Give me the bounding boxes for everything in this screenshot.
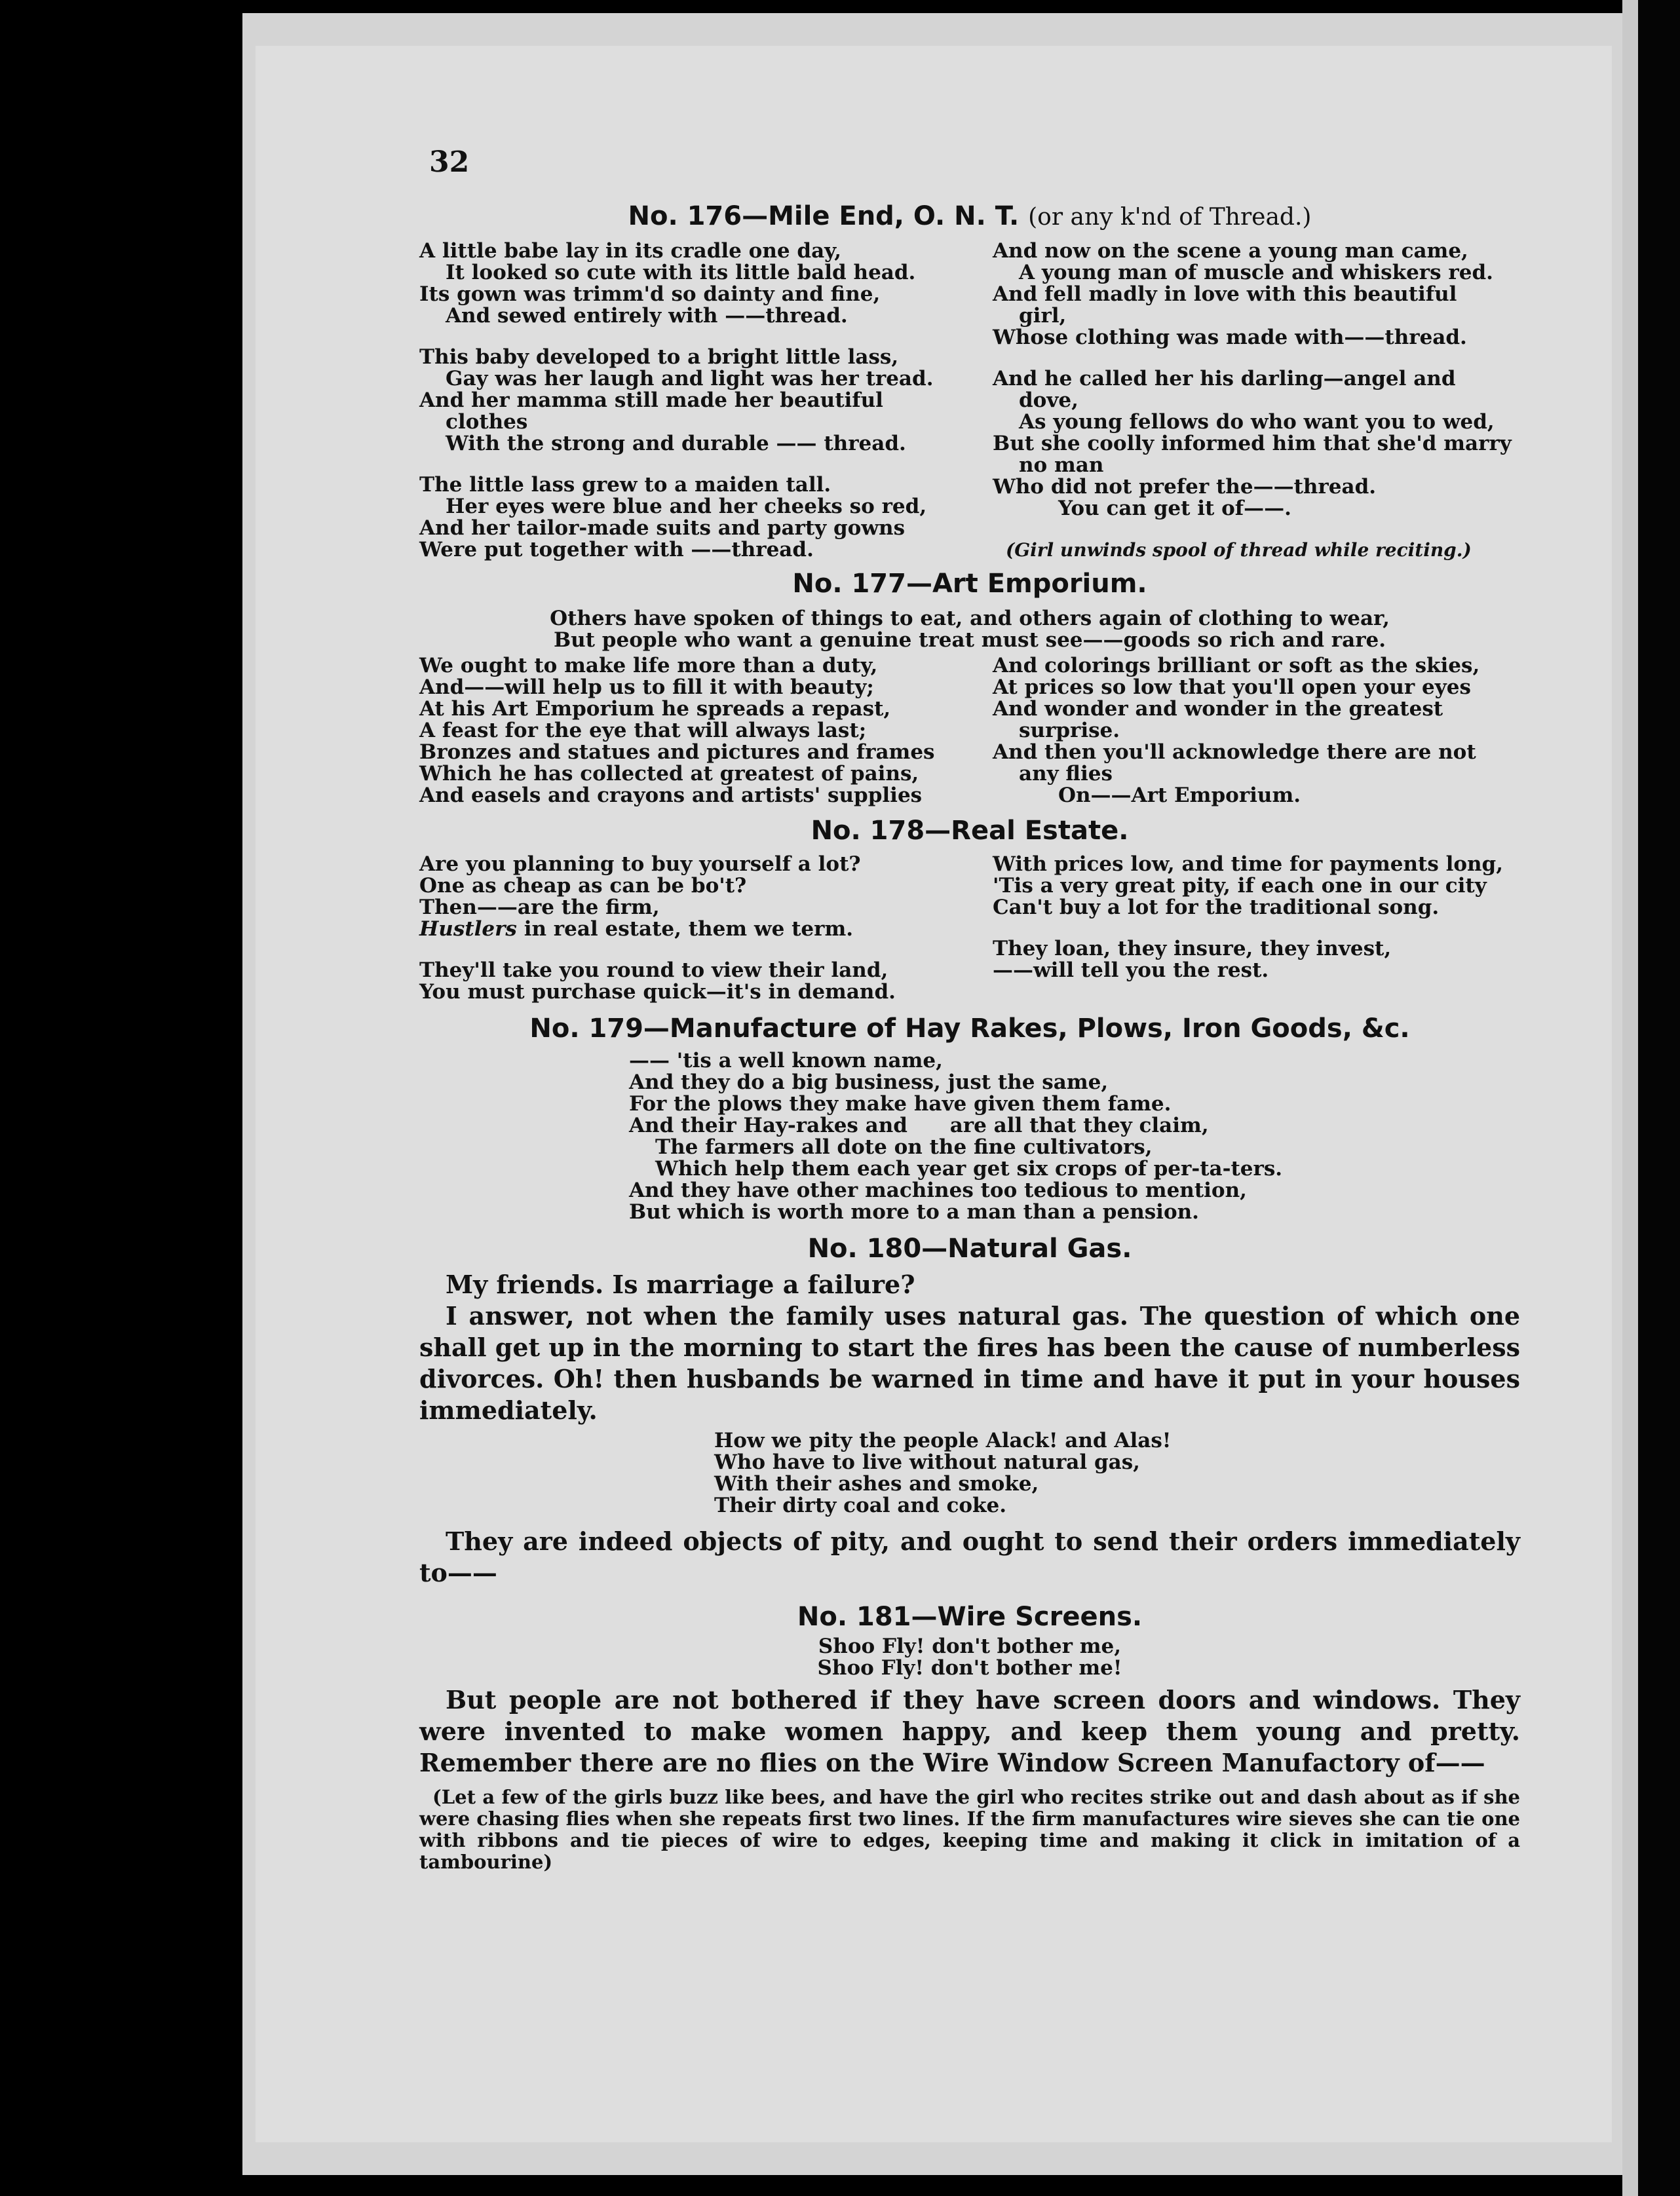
verse-line: And he called her his darling—angel and — [993, 367, 1456, 390]
section-180-closing: They are indeed objects of pity, and ought to send their orders immediately to—— — [419, 1526, 1520, 1587]
verse-line: You can get it of——. — [1058, 497, 1291, 520]
section-176-left — [419, 240, 947, 561]
verse-line: Their dirty coal and coke. — [714, 1494, 1006, 1517]
verse-line: And——will help us to fill it with beauty; — [419, 675, 874, 699]
verse-line: Which help them each year get six crops of per-ta-ters. — [655, 1157, 1283, 1181]
section-176-subtitle: (or any k'nd of Thread.) — [1028, 204, 1312, 231]
verse-line: Then——are the firm, — [419, 896, 660, 919]
verse-line: And fell madly in love with this beautiful — [993, 282, 1457, 306]
scan-border — [1638, 0, 1680, 2196]
stage-direction: (Girl unwinds spool of thread while reciting.) — [1006, 539, 1472, 561]
verse-line: As young fellows do who want you to wed, — [1019, 410, 1495, 434]
verse-line: Her eyes were blue and her cheeks so red, — [446, 495, 927, 518]
verse-line: We ought to make life more than a duty, — [419, 654, 878, 677]
verse-line: The little lass grew to a maiden tall. — [419, 473, 831, 497]
page-edge — [1622, 0, 1638, 2196]
verse-line: At prices so low that you'll open your eyes — [993, 675, 1471, 699]
verse-line: Were put together with ——thread. — [419, 538, 814, 561]
verse-line: girl, — [1019, 304, 1067, 328]
verse-line: The farmers all dote on the fine cultivators, — [655, 1135, 1153, 1159]
section-176-heading — [419, 200, 1520, 234]
section-181-verse — [419, 1636, 1520, 1679]
verse-line: no man — [1019, 453, 1104, 477]
verse-line: Others have spoken of things to eat, and others again of clothing to wear, — [550, 607, 1390, 630]
verse-line: With their ashes and smoke, — [714, 1472, 1039, 1496]
section-180-paragraph: I answer, not when the family uses natural gas. The question of which one shall get up in the morning to start the fires has been the cause of numberless divorces. Oh! then husbands be warned in time and have it put in your houses immediately. — [419, 1301, 1520, 1425]
section-180-opening: My friends. Is marriage a failure? — [446, 1270, 915, 1299]
verse-line: One as cheap as can be bo't? — [419, 874, 747, 898]
verse-line: It looked so cute with its little bald head. — [446, 261, 916, 284]
verse-line: Shoo Fly! don't bother me! — [817, 1656, 1122, 1680]
emphasis-word: Hustlers — [419, 917, 517, 941]
section-178-left — [419, 854, 947, 1003]
section-176-right — [993, 240, 1520, 561]
verse-line: A young man of muscle and whiskers red. — [1019, 261, 1493, 284]
section-176-title: No. 176—Mile End, O. N. T. — [628, 201, 1020, 231]
verse-line: But which is worth more to a man than a pension. — [629, 1200, 1199, 1224]
section-178-right — [993, 854, 1520, 1003]
section-180-verse — [419, 1430, 1520, 1517]
verse-line: any flies — [1019, 762, 1113, 786]
verse-line: And then you'll acknowledge there are not — [993, 740, 1476, 764]
verse-line: And sewed entirely with ——thread. — [446, 304, 848, 328]
verse-line: And her tailor-made suits and party gowns — [419, 516, 906, 540]
verse-line: On——Art Emporium. — [1058, 784, 1301, 807]
section-181-heading: No. 181—Wire Screens. — [797, 1602, 1143, 1632]
verse-line: But people who want a genuine treat must see——goods so rich and rare. — [553, 628, 1386, 652]
section-181-paragraph: But people are not bothered if they have screen doors and windows. They were invented to make women happy, and keep them young and pretty. Remember there are no flies on the Wire Window Screen Manufactory of—— — [419, 1685, 1520, 1777]
verse-line-rest: in real estate, them we term. — [524, 917, 854, 941]
verse-line: dove, — [1019, 388, 1079, 412]
verse-line: This baby developed to a bright little lass, — [419, 345, 899, 369]
verse-line: And her mamma still made her beautiful — [419, 388, 883, 412]
verse-line: Gay was her laugh and light was her tread. — [446, 367, 934, 390]
verse-line: Who did not prefer the——thread. — [993, 475, 1377, 499]
verse-line: How we pity the people Alack! and Alas! — [714, 1429, 1172, 1452]
section-179-heading: No. 179—Manufacture of Hay Rakes, Plows, Iron Goods, &c. — [529, 1013, 1410, 1044]
verse-line: 'Tis a very great pity, if each one in our city — [993, 874, 1487, 898]
verse-line: Which he has collected at greatest of pains, — [419, 762, 919, 786]
verse-line: Whose clothing was made with——thread. — [993, 326, 1467, 349]
verse-line: And wonder and wonder in the greatest — [993, 697, 1443, 721]
verse-line: They loan, they insure, they invest, — [993, 937, 1392, 960]
verse-line: But she coolly informed him that she'd marry — [993, 432, 1512, 455]
verse-line: With prices low, and time for payments long, — [993, 852, 1504, 876]
verse-line: And easels and crayons and artists' supplies — [419, 784, 923, 807]
verse-line: A feast for the eye that will always last; — [419, 719, 867, 742]
verse-line: —— 'tis a well known name, — [629, 1049, 943, 1072]
section-177-intro — [419, 608, 1520, 651]
section-181-stage-direction: (Let a few of the girls buzz like bees, and have the girl who recites strike out and dash about as if she were chasing flies when she repeats first two lines. If the firm manufactures wire sieves she can tie one with ribbons and tie pieces of wire to edges, keeping time and making it click in imitation of a tambourine) — [419, 1786, 1520, 1873]
verse-line: And they do a big business, just the same, — [629, 1070, 1109, 1094]
verse-line: At his Art Emporium he spreads a repast, — [419, 697, 891, 721]
verse-line: Shoo Fly! don't bother me, — [818, 1635, 1122, 1658]
verse-line: For the plows they make have given them fame. — [629, 1092, 1172, 1116]
verse-line: You must purchase quick—it's in demand. — [419, 980, 896, 1004]
section-177-right — [993, 655, 1520, 806]
verse-line: ——will tell you the rest. — [993, 958, 1269, 982]
verse-line: Who have to live without natural gas, — [714, 1450, 1140, 1474]
section-177-heading: No. 177—Art Emporium. — [792, 569, 1147, 599]
section-180-heading: No. 180—Natural Gas. — [807, 1234, 1132, 1264]
page-number: 32 — [429, 145, 470, 179]
verse-line: Can't buy a lot for the traditional song. — [993, 896, 1440, 919]
verse-line: And they have other machines too tedious to mention, — [629, 1179, 1247, 1202]
verse-line: And now on the scene a young man came, — [993, 239, 1468, 263]
verse-line: And their Hay-rakes and are all that they claim, — [629, 1114, 1209, 1137]
verse-line: Are you planning to buy yourself a lot? — [419, 852, 861, 876]
verse-line: With the strong and durable —— thread. — [446, 432, 906, 455]
verse-line: surprise. — [1019, 719, 1120, 742]
section-178-heading: No. 178—Real Estate. — [811, 816, 1129, 846]
verse-line — [419, 918, 947, 940]
verse-line: They'll take you round to view their land, — [419, 958, 888, 982]
section-177-left — [419, 655, 947, 806]
section-176-columns — [419, 240, 1520, 561]
verse-line: Its gown was trimm'd so dainty and fine, — [419, 282, 881, 306]
verse-line: clothes — [446, 410, 528, 434]
section-177-columns — [419, 655, 1520, 806]
verse-line: And colorings brilliant or soft as the skies, — [993, 654, 1480, 677]
verse-line: Bronzes and statues and pictures and frames — [419, 740, 935, 764]
section-178-columns — [419, 854, 1520, 1003]
page-content — [419, 131, 1520, 1873]
section-179-verse — [419, 1050, 1520, 1223]
verse-line: A little babe lay in its cradle one day, — [419, 239, 841, 263]
